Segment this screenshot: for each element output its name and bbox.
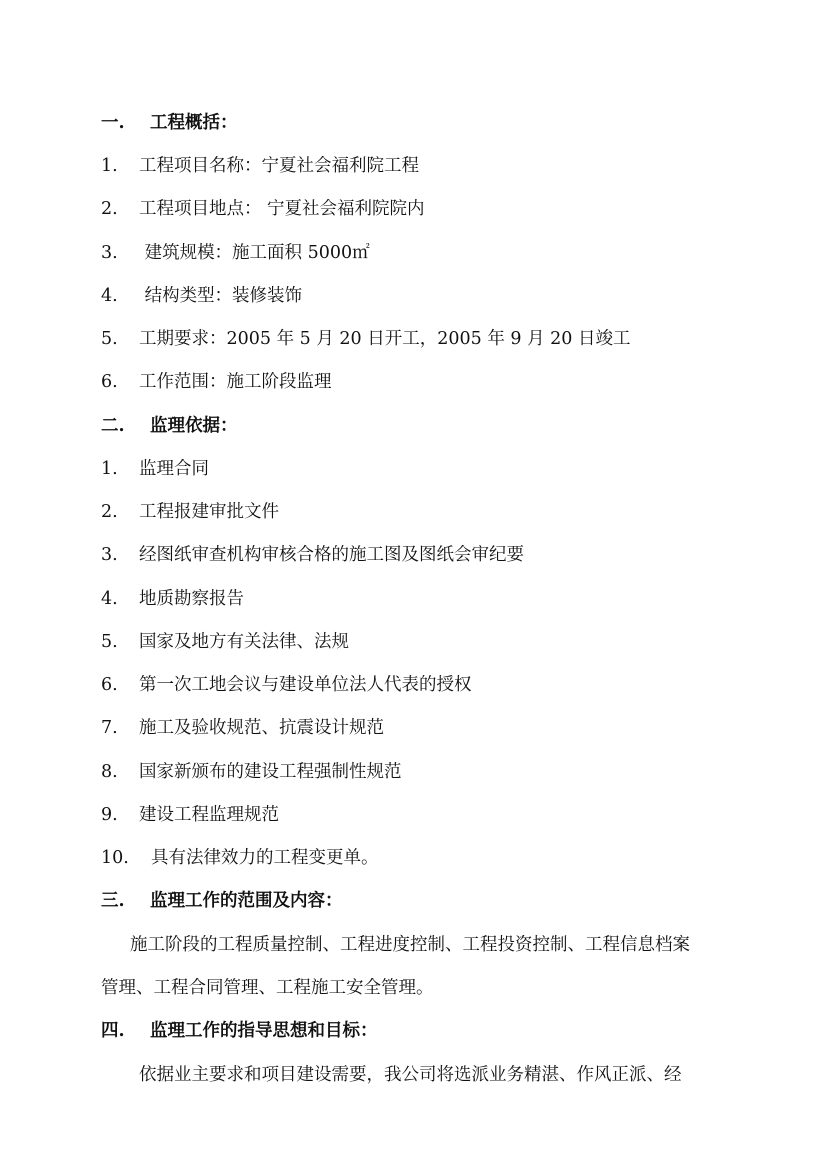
- list-item: [101, 194, 757, 224]
- item-number: 1.: [101, 459, 118, 479]
- list-item: [101, 238, 757, 268]
- section-heading-2: [101, 411, 757, 441]
- item-number: 2.: [101, 502, 118, 522]
- section-number: 二.: [101, 416, 125, 436]
- section-number: 四.: [101, 1021, 125, 1041]
- item-number: 10.: [101, 848, 129, 868]
- section-number: 一.: [101, 113, 125, 133]
- item-text: 地质勘察报告: [139, 589, 244, 609]
- item-text: 建筑规模：施工面积 5000㎡: [139, 243, 370, 263]
- section-title: 监理工作的指导思想和目标：: [150, 1021, 378, 1041]
- section-title: 监理工作的范围及内容：: [150, 891, 343, 911]
- item-number: 3.: [101, 545, 118, 565]
- list-item: [101, 151, 757, 181]
- item-text: 建设工程监理规范: [139, 805, 279, 825]
- item-number: 9.: [101, 805, 118, 825]
- item-text: 工程报建审批文件: [139, 502, 279, 522]
- section-heading-3: [101, 886, 757, 916]
- list-item: [101, 324, 757, 354]
- list-item: [101, 540, 757, 570]
- list-item: [101, 497, 757, 527]
- item-text: 结构类型：装修装饰: [139, 286, 303, 306]
- item-text: 国家及地方有关法律、法规: [139, 632, 349, 652]
- paragraph-line: 管理、工程合同管理、工程施工安全管理。: [101, 978, 434, 998]
- section-title: 工程概括：: [150, 113, 238, 133]
- paragraph-line: 依据业主要求和项目建设需要，我公司将选派业务精湛、作风正派、经: [139, 1065, 682, 1085]
- item-text: 工程项目名称：宁夏社会福利院工程: [139, 156, 419, 176]
- list-item: [101, 843, 757, 873]
- item-text: 具有法律效力的工程变更单。: [151, 848, 379, 868]
- item-number: 3.: [101, 243, 118, 263]
- item-number: 7.: [101, 718, 118, 738]
- item-number: 5.: [101, 329, 118, 349]
- section-heading-4: [101, 1016, 757, 1046]
- item-number: 6.: [101, 675, 118, 695]
- item-text: 工作范围：施工阶段监理: [139, 372, 332, 392]
- item-number: 5.: [101, 632, 118, 652]
- item-text: 监理合同: [139, 459, 209, 479]
- item-text: 施工及验收规范、抗震设计规范: [139, 718, 384, 738]
- item-text: 工程项目地点： 宁夏社会福利院院内: [139, 199, 425, 219]
- item-text: 国家新颁布的建设工程强制性规范: [139, 762, 402, 782]
- list-item: [101, 281, 757, 311]
- list-item: [101, 367, 757, 397]
- list-item: [101, 800, 757, 830]
- list-item: [101, 670, 757, 700]
- list-item: [101, 627, 757, 657]
- list-item: [101, 584, 757, 614]
- item-number: 2.: [101, 199, 118, 219]
- list-item: [101, 757, 757, 787]
- section-title: 监理依据：: [150, 416, 238, 436]
- item-number: 1.: [101, 156, 118, 176]
- item-number: 6.: [101, 372, 118, 392]
- list-item: [101, 713, 757, 743]
- item-text: 工期要求：2005 年 5 月 20 日开工，2005 年 9 月 20 日竣工: [139, 329, 631, 349]
- item-text: 经图纸审查机构审核合格的施工图及图纸会审纪要: [139, 545, 524, 565]
- item-number: 4.: [101, 589, 118, 609]
- section-heading-1: [101, 108, 757, 138]
- paragraph-line: 施工阶段的工程质量控制、工程进度控制、工程投资控制、工程信息档案: [130, 935, 690, 955]
- section-number: 三.: [101, 891, 125, 911]
- list-item: [101, 454, 757, 484]
- item-number: 8.: [101, 762, 118, 782]
- item-number: 4.: [101, 286, 118, 306]
- item-text: 第一次工地会议与建设单位法人代表的授权: [139, 675, 472, 695]
